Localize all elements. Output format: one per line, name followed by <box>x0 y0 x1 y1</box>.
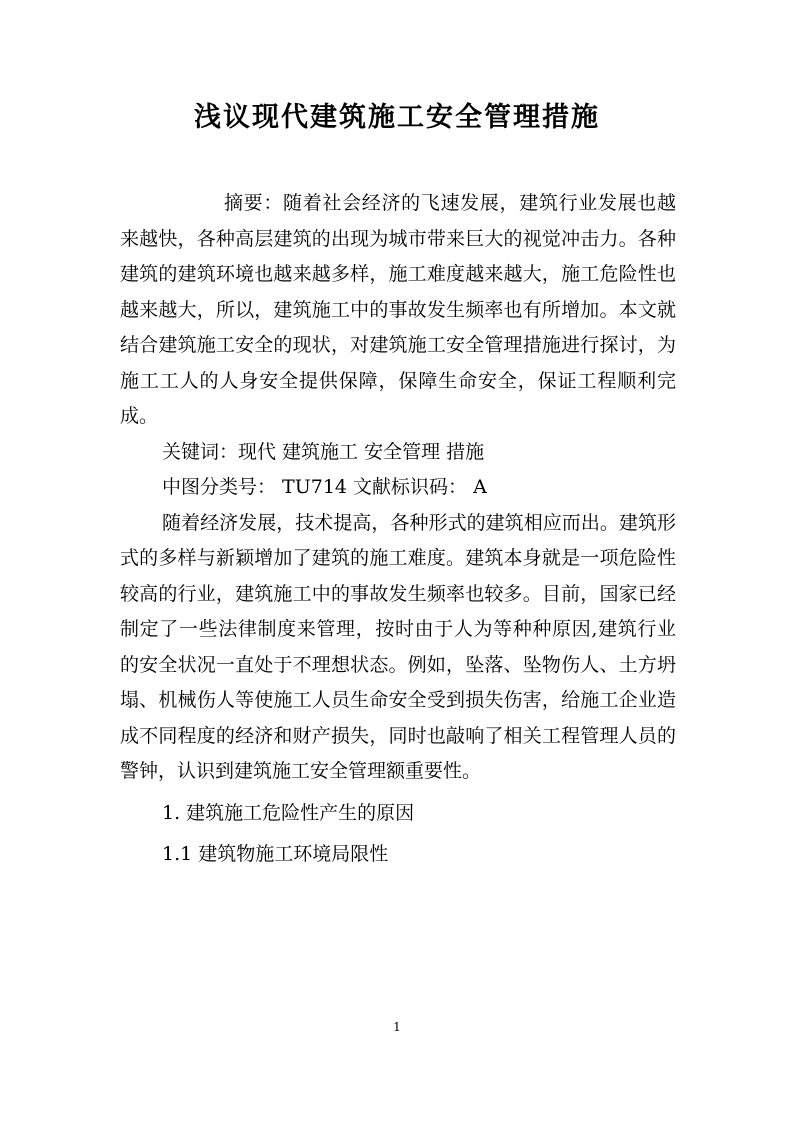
intro-paragraph: 随着经济发展，技术提高，各种形式的建筑相应而出。建筑形式的多样与新颖增加了建筑的施工难度。建筑本身就是一项危险性较高的行业，建筑施工中的事故发生频率也较多。目前，国家已经制定了一些法律制度来管理，按时由于人为等种种原因,建筑行业的安全状况一直处于不理想状态。例如，坠落、坠物伤人、土方坍塌、机械伤人等使施工人员生命安全受到损失伤害，给施工企业造成不同程度的经济和财产损失，同时也敲响了相关工程管理人员的警钟，认识到建筑施工安全管理额重要性。 <box>120 511 676 782</box>
page-number: 1 <box>393 1020 401 1034</box>
abstract-paragraph: 摘要：随着社会经济的飞速发展，建筑行业发展也越来越快，各种高层建筑的出现为城市带来巨大的视觉冲击力。各种建筑的建筑环境也越来越多样，施工难度越来越大，施工危险性也越来越大，所以，建筑施工中的事故发生频率也有所增加。本文就结合建筑施工安全的现状，对建筑施工安全管理措施进行探讨，为施工工人的人身安全提供保障，保障生命安全，保证工程顺利完成。 <box>120 192 676 427</box>
section-heading-1-1: 1.1 建筑物施工环境局限性 <box>162 843 389 865</box>
classification-line: 中图分类号： TU714 文献标识码： A <box>162 476 487 498</box>
keywords-line: 关键词：现代 建筑施工 安全管理 措施 <box>162 440 485 463</box>
document-title: 浅议现代建筑施工安全管理措施 <box>194 102 600 133</box>
section-heading-1: 1. 建筑施工危险性产生的原因 <box>162 801 415 824</box>
document-body <box>120 186 676 873</box>
